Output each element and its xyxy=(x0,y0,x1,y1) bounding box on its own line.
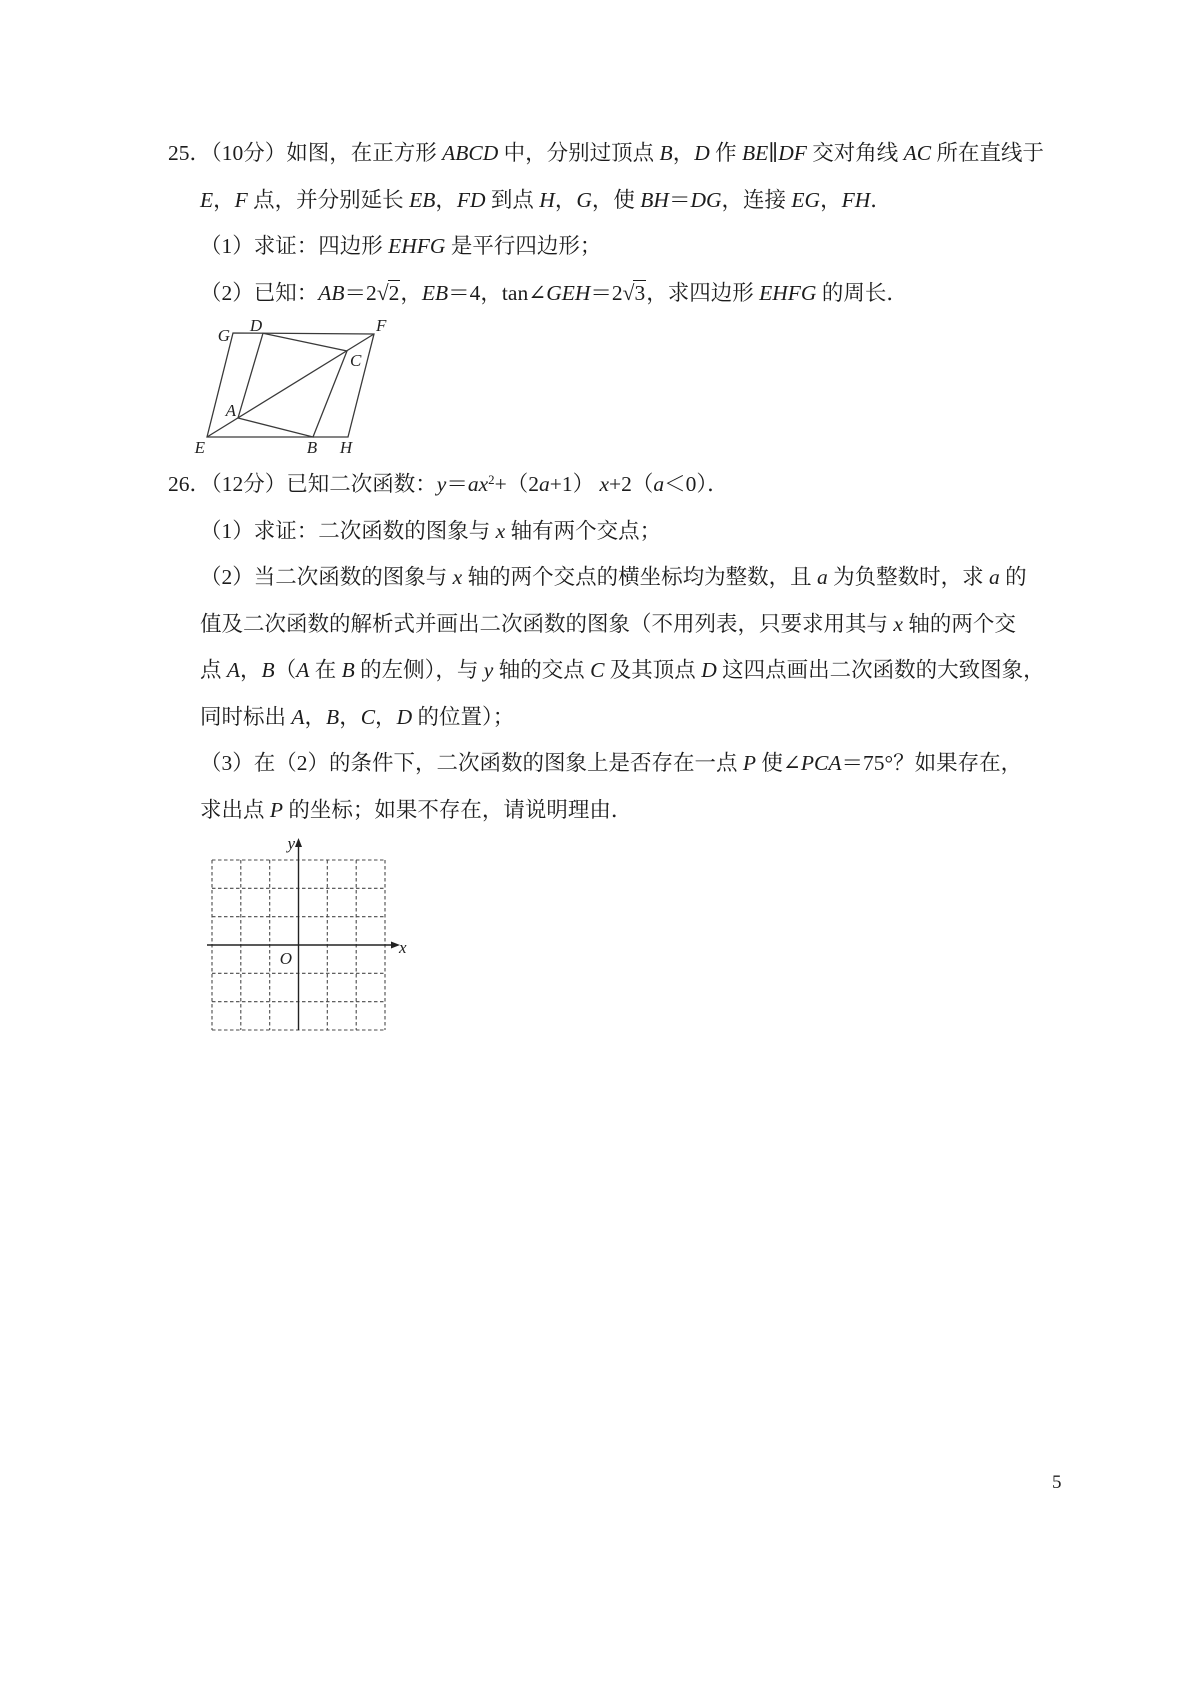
diagonal-line-EF xyxy=(207,334,374,437)
y-axis-arrow xyxy=(295,838,302,847)
problem-26-part-3-line-2: 求出点 P 的坐标；如果不存在，请说明理由． xyxy=(200,797,633,822)
page-number: 5 xyxy=(1052,1472,1062,1493)
label-origin: O xyxy=(279,949,292,968)
problem-25-line-2: E，F 点，并分别延长 EB，FD 到点 H，G，使 BH＝DG，连接 EG，FH． xyxy=(200,187,892,212)
label-F: F xyxy=(376,316,387,335)
label-H: H xyxy=(339,438,353,457)
figure-problem-25-geometry xyxy=(185,316,400,461)
document-body xyxy=(0,130,1200,1043)
geometry-strokes xyxy=(207,333,374,437)
label-x-axis: x xyxy=(399,938,407,957)
figure-problem-26-coordinate-grid xyxy=(195,833,410,1043)
label-G: G xyxy=(217,326,230,345)
problem-25-part-1: （1）求证：四边形 EHFG 是平行四边形； xyxy=(200,234,602,258)
problem-26-part-2-line-2: 值及二次函数的解析式并画出二次函数的图象（不用列表，只要求用其与 x 轴的两个交 xyxy=(200,611,1016,636)
problem-26-part-2-line-1: （2）当二次函数的图象与 x 轴的两个交点的横坐标均为整数，且 a 为负整数时，求 a 的 xyxy=(200,565,1027,589)
problem-25-part-2: （2）已知：AB＝2√2，EB＝4，tan∠GEH＝2√3，求四边形 EHFG 的周长． xyxy=(200,280,908,305)
problem-26-part-2-line-4: 同时标出 A，B，C，D 的位置）； xyxy=(200,704,515,729)
problem-26-part-1: （1）求证：二次函数的图象与 x 轴有两个交点； xyxy=(200,518,662,543)
label-E: E xyxy=(194,438,205,457)
problem-25-line-1: 25．（10分）如图，在正方形 ABCD 中，分别过顶点 B，D 作 BE∥DF 交对角线 AC 所在直线于 xyxy=(168,141,1045,165)
square-ABCD xyxy=(238,333,347,437)
problem-26-part-2-line-3: 点 A，B（A 在 B 的左侧），与 y 轴的交点 C 及其顶点 D 这四点画出二次函数的大致图象， xyxy=(200,658,1045,682)
problem-26-part-3-line-1: （3）在（2）的条件下，二次函数的图象上是否存在一点 P 使∠PCA＝75°？如果存在， xyxy=(200,751,1023,775)
label-B: B xyxy=(306,438,318,457)
label-C: C xyxy=(350,351,362,370)
label-y-axis: y xyxy=(287,834,295,853)
geometry-labels xyxy=(194,316,387,457)
label-A: A xyxy=(225,401,236,420)
problem-26-line-1: 26．（12分）已知二次函数：$y=ax^2+(2a+1)$ x+2（a＜0）． xyxy=(168,472,729,496)
label-D: D xyxy=(249,316,263,335)
